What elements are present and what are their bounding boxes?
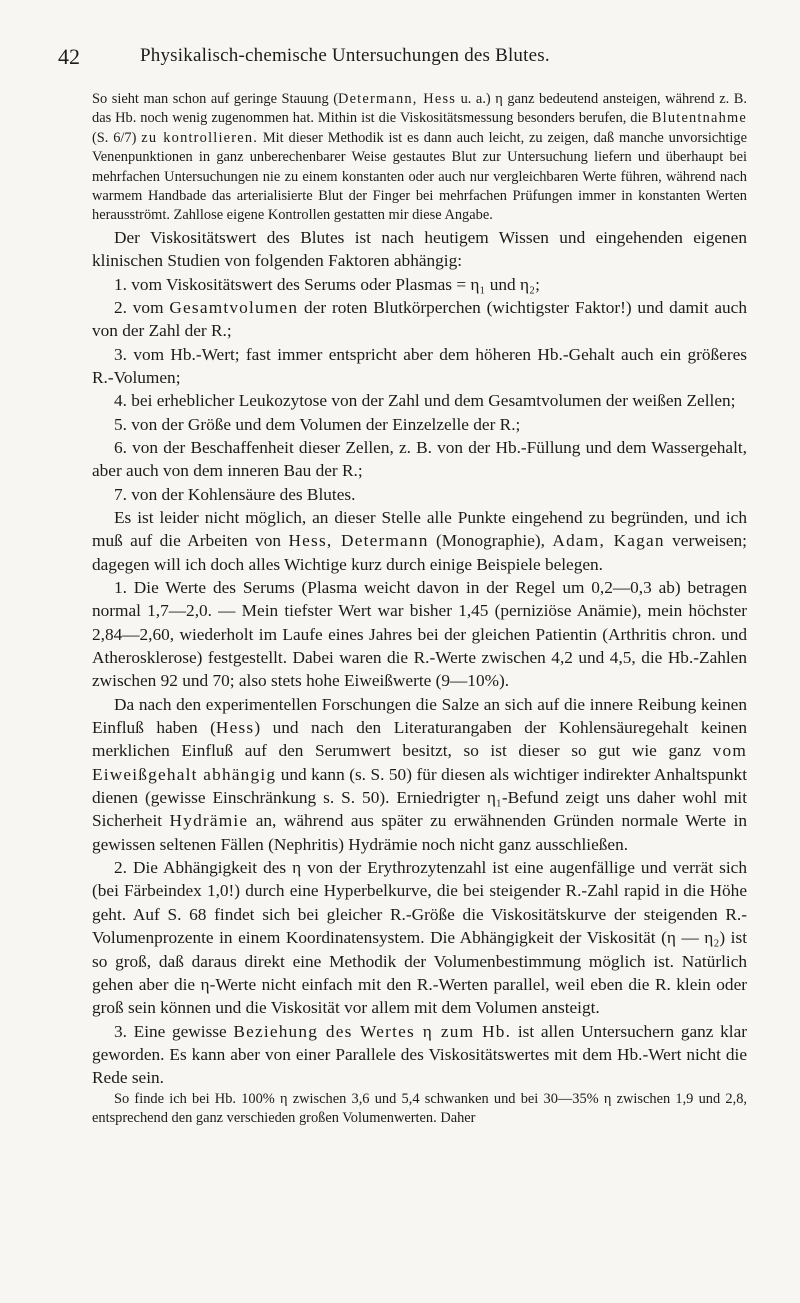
paragraph-small-hb-values: So finde ich bei Hb. 100% η zwischen 3,6 und 5,4 schwanken und bei 30—35% η zwischen 1,9 und 2,8, entsprechend den ganz verschieden großen Volumenwerten. Daher [92, 1090, 747, 1126]
list-item-7: 7. von der Kohlensäure des Blutes. [114, 484, 356, 504]
paragraph-erythrocyte-dependence: 2. Die Abhängigkeit des η von der Erythrozytenzahl ist eine augenfällige und verrät sich (bei Färbeindex 1,0!) durch eine Hyperbelkurve, die bei steigender R.-Zahl rapid in die Höhe geht. Auf S. 68 findet sich bei gleicher R.-Größe die Viskositätskurve der steigenden R.-Volumenprozente in einem Koordinatensystem. Die Abhängigkeit der Viskosität (η — η₂) ist so groß, daß daraus direkt eine Methodik der Volumenbestimmung möglich ist. Natürlich gehen aber die η-Werte nicht einfach mit den R.-Werten parallel, weil eben die R. klein oder groß sein können und die Viskosität vor allem mit dem Volumen ansteigt. [92, 858, 747, 1018]
list-item-4: 4. bei erheblicher Leukozytose von der Zahl und dem Gesamtvolumen der weißen Zellen; [114, 391, 736, 411]
paragraph-serum-values: 1. Die Werte des Serums (Plasma weicht davon in der Regel um 0,2—0,3 ab) betragen normal 1,7—2,0. — Mein tiefster Wert war bisher 1,45 (perniziöse Anämie), mein höchster 2,84—2,60, wiederholt im Laufe eines Jahres bei der gleichen Patientin (Arthritis chron. und Atherosklerose) festgestellt. Dabei waren die R.-Werte zwischen 4,2 und 4,5, die Hb.-Zahlen zwischen 92 und 70; also stets hohe Eiweißwerte (9—10%). [92, 578, 747, 691]
list-item-2: 2. vom Gesamtvolumen der roten Blutkörperchen (wichtigster Faktor!) und damit auch von der Zahl der R.; [92, 297, 747, 341]
paragraph-hb-relation: 3. Eine gewisse Beziehung des Wertes η zum Hb. ist allen Untersuchern ganz klar geworden. Es kann aber von einer Parallele des Viskositätswertes mit dem Hb.-Wert nicht die Rede sein. [92, 1021, 747, 1088]
list-item-5: 5. von der Größe und dem Volumen der Einzelzelle der R.; [114, 414, 521, 434]
paragraph-small-intro: So sieht man schon auf geringe Stauung (Determann, Hess u. a.) η ganz bedeutend ansteigen, während z. B. das Hb. noch wenig zugenommen hat. Mithin ist die Viskositätsmessung besonders berufen, die Blutentnahme (S. 6/7) zu kontrollieren. Mit dieser Methodik ist es dann auch leicht, zu zeigen, daß manche unvorsichtige Venenpunktionen in ganz unberechenbarer Weise gestautes Blut zur Untersuchung liefern und überhaupt bei mehrfachen Untersuchungen nie zu einem konstanten oder auch nur vergleichbaren Werte führen, während nach warmem Handbade das arterialisierte Blut der Finger bei mehrfachen Prüfungen immer in konstanten Werten herausströmt. Zahllose eigene Kontrollen gestatten mir diese Angabe. [92, 91, 747, 224]
list-item-1: 1. vom Viskositätswert des Serums oder Plasmas = η₁ und η₂; [114, 274, 540, 294]
paragraph-protein-dependence: Da nach den experimentellen Forschungen die Salze an sich auf die innere Reibung keinen Einfluß haben (Hess) und nach den Literaturangaben der Kohlensäuregehalt keinen merklichen Einfluß auf den Serumwert besitzt, so ist dieser so gut wie ganz vom Eiweißgehalt abhängig und kann (s. S. 50) für diesen als wichtiger indirekter Anhaltspunkt dienen (gewisse Einschränkung s. S. 50). Erniedrigter η₁-Befund zeigt uns daher wohl mit Sicherheit Hydrämie an, während aus später zu erwähnenden Gründen normale Werte in gewissen seltenen Fällen (Nephritis) Hydrämie noch nicht ganz ausschließen. [92, 694, 748, 854]
page-body [92, 90, 747, 1128]
list-item-6: 6. von der Beschaffenheit dieser Zellen, z. B. von der Hb.-Füllung und dem Wassergehalt, aber auch von dem inneren Bau der R.; [92, 437, 747, 481]
running-title: Physikalisch-chemische Untersuchungen des Blutes. [140, 45, 550, 66]
list-item-3: 3. vom Hb.-Wert; fast immer entspricht aber dem höheren Hb.-Gehalt auch ein größeres R.-Volumen; [92, 344, 747, 387]
page-number: 42 [58, 44, 80, 69]
page-header [58, 44, 748, 74]
paragraph-references: Es ist leider nicht möglich, an dieser Stelle alle Punkte eingehend zu begründen, und ich muß auf die Arbeiten von Hess, Determann (Monographie), Adam, Kagan verweisen; dagegen will ich doch alles Wichtige kurz durch einige Beispiele belegen. [92, 507, 747, 574]
paragraph-viscosity-factors: Der Viskositätswert des Blutes ist nach heutigem Wissen und eingehenden eigenen klinischen Studien von folgenden Faktoren abhängig: [92, 227, 747, 271]
